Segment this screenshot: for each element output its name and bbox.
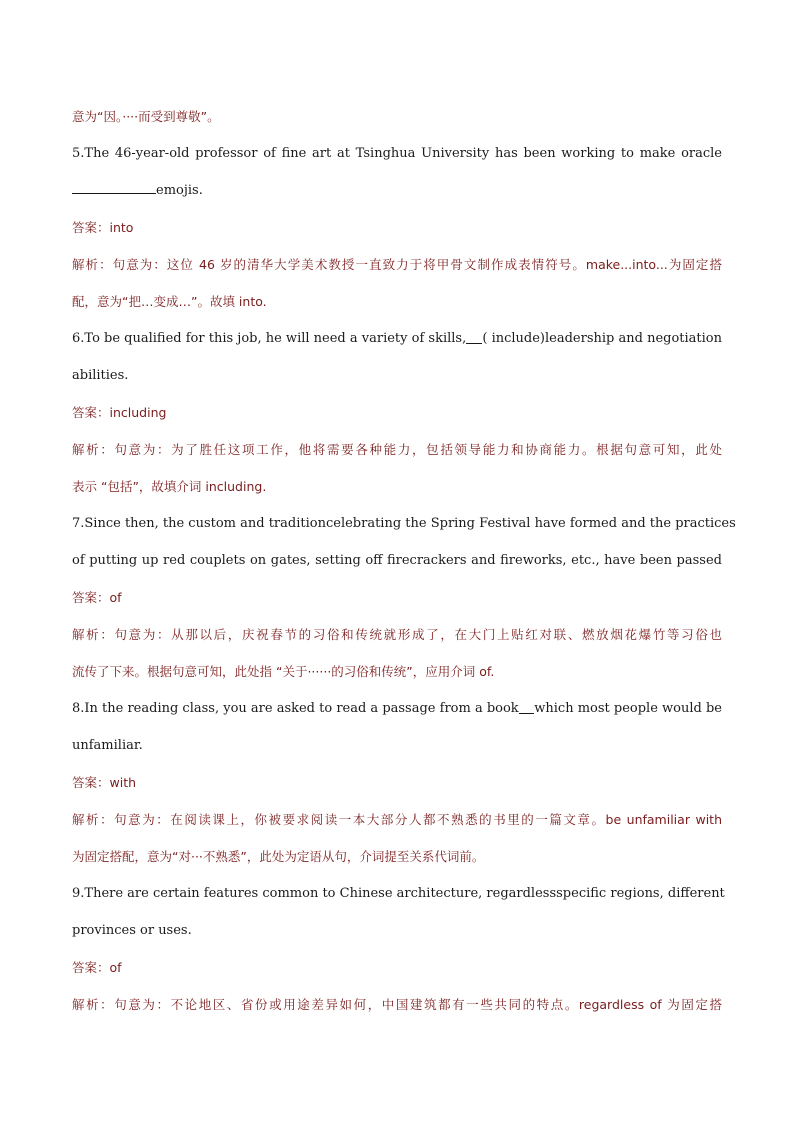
question-9-line-2: provinces or uses. <box>72 923 192 938</box>
question-text: 8.In the reading class, you are asked to read a passage from a book <box>72 701 519 716</box>
answer-blank <box>466 331 482 344</box>
explanation-line: 意为“因。····而受到尊敬”。 <box>72 109 220 124</box>
explanation-7-line-1: 解析：句意为：从那以后，庆祝春节的习俗和传统就形成了，在大门上贴红对联、燃放烟花爆竹等习俗也 <box>72 627 722 642</box>
answer-8: 答案：with <box>72 775 137 790</box>
question-5-line-2 <box>72 172 722 209</box>
question-7-line-2: of putting up red couplets on gates, setting off firecrackers and fireworks, etc., have been passed <box>72 553 722 568</box>
question-text: 6.To be qualified for this job, he will need a variety of skills, <box>72 331 467 346</box>
question-8-line-2: unfamiliar. <box>72 738 143 753</box>
explanation-6-line-1: 解析：句意为：为了胜任这项工作，他将需要各种能力，包括领导能力和协商能力。根据句意可知，此处 <box>72 442 722 457</box>
answer-5: 答案：into <box>72 220 134 235</box>
explanation-5-line-1: 解析：句意为：这位 46 岁的清华大学美术教授一直致力于将甲骨文制作成表情符号。make...into...为固定搭 <box>72 257 722 272</box>
question-6-line-1 <box>72 320 722 357</box>
question-text: specific regions, different <box>556 886 725 901</box>
answer-7: 答案：of <box>72 590 122 605</box>
question-7-line-1 <box>72 505 736 542</box>
explanation-8-line-1: 解析：句意为：在阅读课上，你被要求阅读一本大部分人都不熟悉的书里的一篇文章。be unfamiliar with <box>72 812 722 827</box>
question-9-line-1 <box>72 875 725 912</box>
question-text: which most people would be <box>534 701 722 716</box>
document-page <box>72 98 736 1023</box>
answer-blank <box>72 181 156 194</box>
question-text: ( include)leadership and negotiation <box>482 331 722 346</box>
question-text: emojis. <box>156 183 203 198</box>
answer-6: 答案：including <box>72 405 167 420</box>
question-text: 9.There are certain features common to Chinese architecture, regardless <box>72 886 557 901</box>
question-8-line-1 <box>72 690 722 727</box>
question-5-line-1: 5.The 46-year-old professor of fine art at Tsinghua University has been working to make oracle <box>72 146 722 161</box>
explanation-7-line-2: 流传了下来。根据句意可知，此处指 “关于······的习俗和传统”，应用介词 of. <box>72 664 495 679</box>
question-6-line-2: abilities. <box>72 368 129 383</box>
answer-9: 答案：of <box>72 960 122 975</box>
explanation-9-line-1: 解析：句意为：不论地区、省份或用途差异如何，中国建筑都有一些共同的特点。regardless of 为固定搭 <box>72 997 722 1012</box>
explanation-6-line-2: 表示 “包括”，故填介词 including. <box>72 479 267 494</box>
explanation-5-line-2: 配，意为“把…变成…”。故填 into. <box>72 294 267 309</box>
answer-blank <box>519 701 535 714</box>
question-text: 7.Since then, the custom and tradition <box>72 516 326 531</box>
question-text: celebrating the Spring Festival have formed and the practices <box>325 516 736 531</box>
explanation-8-line-2: 为固定搭配，意为“对···不熟悉”，此处为定语从句，介词提至关系代词前。 <box>72 849 485 864</box>
